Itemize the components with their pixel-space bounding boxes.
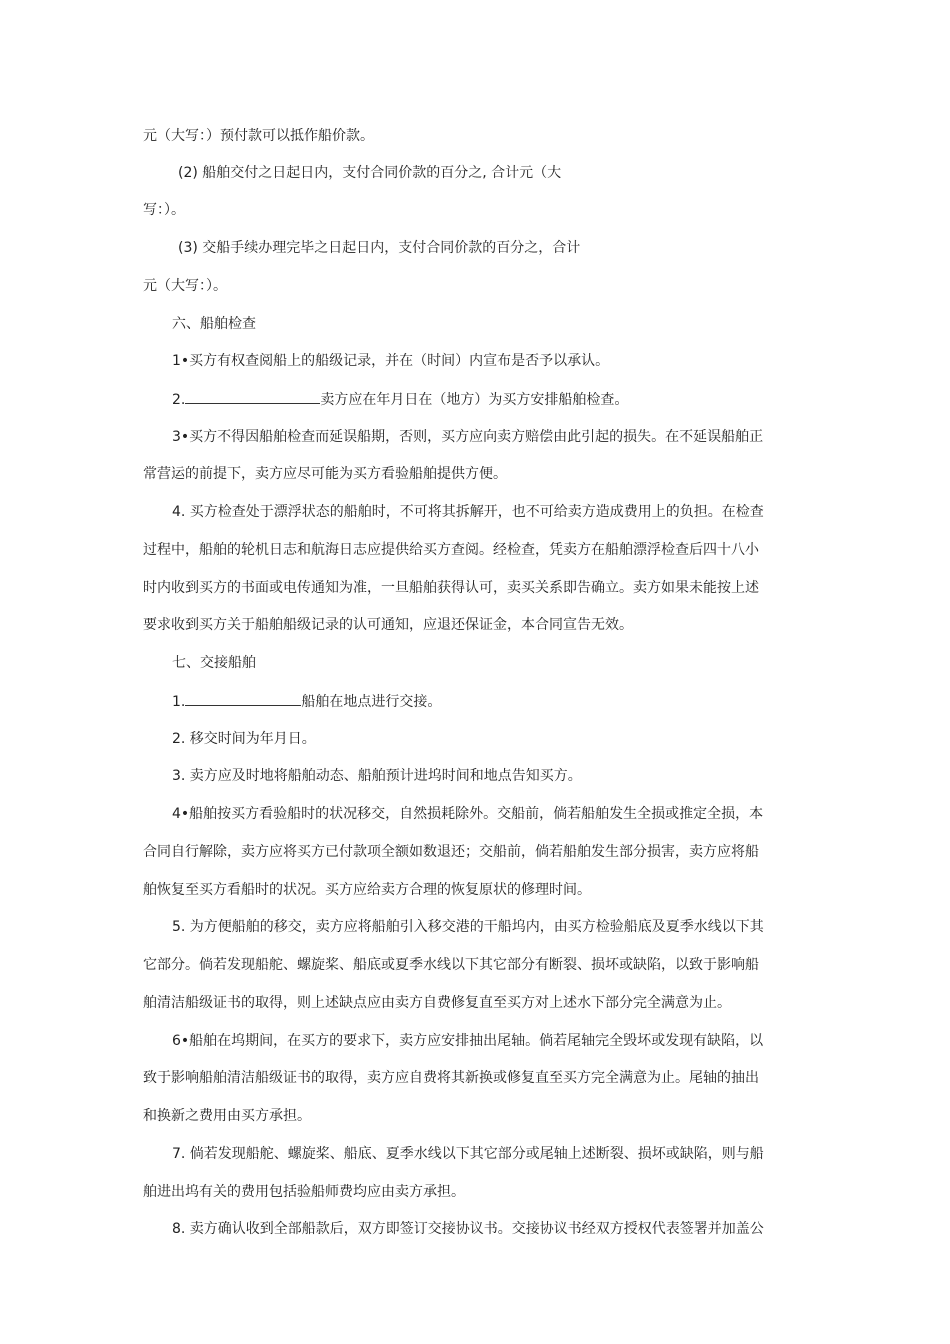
section7-clause-6-line-2: 致于影响船舶清洁船级证书的取得，卖方应自费将其新换或修复直至买方完全满意为止。尾轴的抽出 bbox=[143, 1070, 759, 1086]
payment-item3-b: 元（大写：）。 bbox=[143, 278, 227, 294]
section6-clause-4-line-2: 过程中，船舶的轮机日志和航海日志应提供给买方查阅。经检查，凭卖方在船舶漂浮检查后四十八小 bbox=[143, 542, 759, 558]
section7-clause-5-line-2: 它部分。倘若发现船舵、螺旋桨、船底或夏季水线以下其它部分有断裂、损坏或缺陷，以致于影响船 bbox=[143, 957, 759, 973]
section7-clause-6-line-1: 6•船舶在坞期间，在买方的要求下，卖方应安排抽出尾轴。倘若尾轴完全毁坏或发现有缺陷，以 bbox=[172, 1033, 764, 1049]
payment-item3-a: (3) 交船手续办理完毕之日起日内，支付合同价款的百分之，合计 bbox=[178, 240, 581, 256]
section6-clause-1: 1•买方有权查阅船上的船级记录，并在（时间）内宣布是否予以承认。 bbox=[172, 353, 610, 369]
section7-clause-5-line-1: 5. 为方便船舶的移交，卖方应将船舶引入移交港的干船坞内，由买方检验船底及夏季水线以下其 bbox=[172, 919, 764, 935]
clause-text: 卖方应在年月日在（地方）为买方安排船舶检查。 bbox=[320, 392, 629, 408]
section7-clause-4-line-3: 舶恢复至买方看船时的状况。买方应给卖方合理的恢复原状的修理时间。 bbox=[143, 882, 591, 898]
section7-clause-7-line-2: 舶进出坞有关的费用包括验船师费均应由卖方承担。 bbox=[143, 1184, 465, 1200]
section7-clause-7-line-1: 7. 倘若发现船舵、螺旋桨、船底、夏季水线以下其它部分或尾轴上述断裂、损坏或缺陷，则与船 bbox=[172, 1146, 764, 1162]
section6-clause-4-line-3: 时内收到买方的书面或电传通知为准，一旦船舶获得认可，卖买关系即告确立。卖方如果未能按上述 bbox=[143, 580, 759, 596]
section7-clause-8-line-1: 8. 卖方确认收到全部船款后，双方即签订交接协议书。交接协议书经双方授权代表签署并加盖公 bbox=[172, 1221, 764, 1237]
fill-in-blank bbox=[185, 389, 320, 404]
section6-heading: 六、船舶检查 bbox=[172, 316, 256, 332]
section6-clause-2 bbox=[172, 389, 823, 410]
section6-clause-4-line-4: 要求收到买方关于船舶船级记录的认可通知，应退还保证金，本合同宣告无效。 bbox=[143, 617, 633, 633]
clause-text: 船舶在地点进行交接。 bbox=[301, 694, 442, 710]
payment-item2-b: 写：）。 bbox=[143, 202, 185, 218]
section7-clause-3: 3. 卖方应及时地将船舶动态、船舶预计进坞时间和地点告知买方。 bbox=[172, 768, 582, 784]
section7-clause-4-line-1: 4•船舶按买方看验船时的状况移交，自然损耗除外。交船前，倘若船舶发生全损或推定全损，本 bbox=[172, 806, 764, 822]
section6-clause-3-line-2: 常营运的前提下，卖方应尽可能为买方看验船舶提供方便。 bbox=[143, 466, 507, 482]
fill-in-blank bbox=[185, 691, 301, 706]
clause-number: 1. bbox=[172, 694, 186, 710]
section7-clause-6-line-3: 和换新之费用由买方承担。 bbox=[143, 1108, 311, 1124]
section6-clause-3-line-1: 3•买方不得因船舶检查而延误船期，否则，买方应向卖方赔偿由此引起的损失。在不延误船舶正 bbox=[172, 429, 764, 445]
section7-clause-2: 2. 移交时间为年月日。 bbox=[172, 731, 316, 747]
clause-number: 2. bbox=[172, 392, 186, 408]
section7-heading: 七、交接船舶 bbox=[172, 655, 256, 671]
section6-clause-4-line-1: 4. 买方检查处于漂浮状态的船舶时，不可将其拆解开，也不可给卖方造成费用上的负担。在检查 bbox=[172, 504, 764, 520]
section7-clause-1 bbox=[172, 691, 823, 712]
payment-item2-a: (2) 船舶交付之日起日内，支付合同价款的百分之, 合计元（大 bbox=[178, 165, 562, 181]
payment-line1-end: 元（大写：）预付款可以抵作船价款。 bbox=[143, 128, 374, 144]
section7-clause-5-line-3: 舶清洁船级证书的取得，则上述缺点应由卖方自费修复直至买方对上述水下部分完全满意为止。 bbox=[143, 995, 731, 1011]
section7-clause-4-line-2: 合同自行解除，卖方应将买方已付款项全额如数退还；交船前，倘若船舶发生部分损害，卖方应将船 bbox=[143, 844, 759, 860]
